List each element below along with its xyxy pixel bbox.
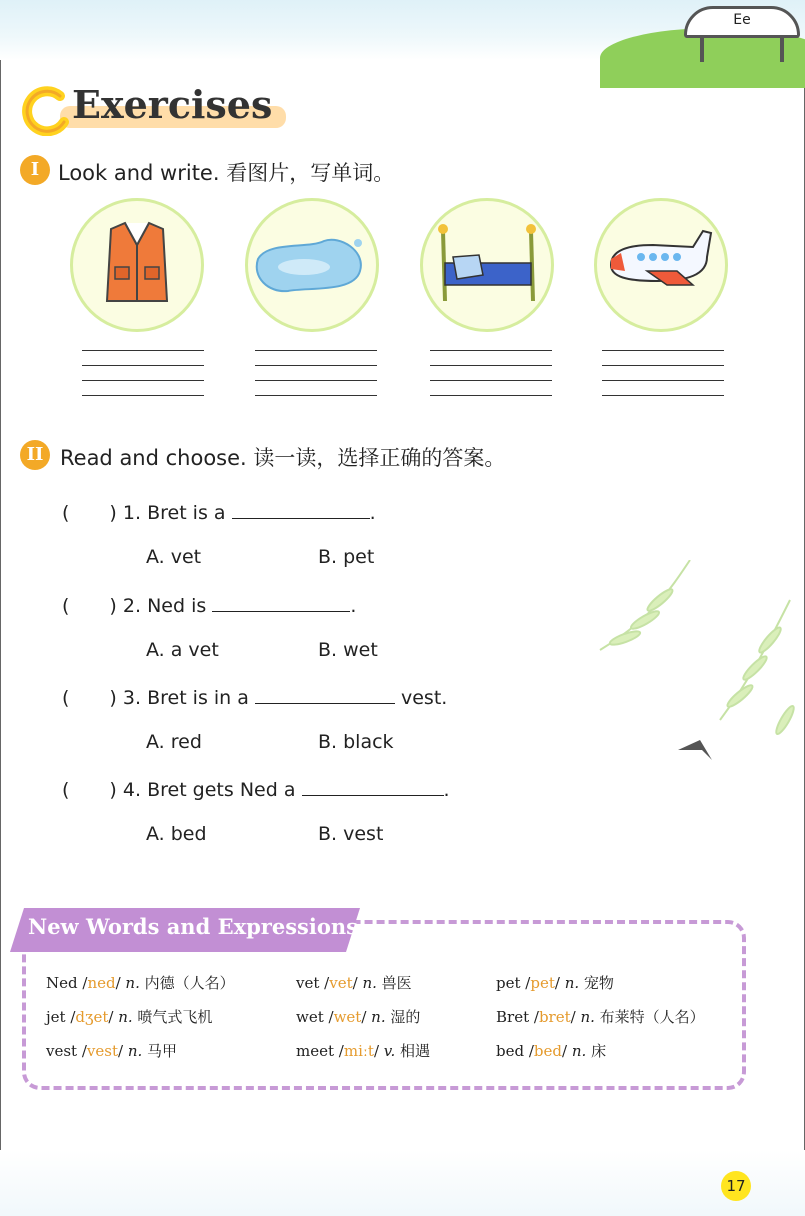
bed-icon <box>423 201 551 329</box>
option-b[interactable]: B. vest <box>318 823 384 845</box>
word-entry: pet /pet/ n. 宠物 <box>496 974 614 992</box>
answer-lines-4[interactable] <box>602 350 724 410</box>
airplane-icon <box>597 201 725 329</box>
question-number: 1. <box>122 502 142 524</box>
unit-sign <box>684 6 800 38</box>
option-b[interactable]: B. black <box>318 731 394 753</box>
section1-heading: Look and write. 看图片，写单词。 <box>58 161 395 185</box>
page-number: 17 <box>721 1171 751 1201</box>
picture-vest <box>70 198 204 332</box>
answer-paren-open[interactable]: ( <box>62 687 70 709</box>
word-entry: wet /wet/ n. 湿的 <box>296 1008 421 1026</box>
word-entry: jet /dʒet/ n. 喷气式飞机 <box>46 1008 213 1026</box>
answer-blank[interactable] <box>212 593 350 612</box>
option-a[interactable]: A. a vet <box>146 639 219 661</box>
new-words-title: New Words and Expressions <box>28 914 358 939</box>
word-entry: vet /vet/ n. 兽医 <box>296 974 412 992</box>
willow-branch-icon <box>590 560 800 790</box>
swallow-icon <box>678 740 712 760</box>
c-logo-icon <box>20 84 72 136</box>
question-2: ( ) 2. Ned is . <box>62 595 357 617</box>
question-text: Ned is <box>147 595 207 617</box>
page-title: Exercises <box>72 82 273 127</box>
vest-icon <box>73 201 201 329</box>
answer-paren-open[interactable]: ( <box>62 779 70 801</box>
picture-puddle <box>245 198 379 332</box>
word-entry: bed /bed/ n. 床 <box>496 1042 607 1060</box>
question-4: ( ) 4. Bret gets Ned a . <box>62 779 450 801</box>
question-text: Bret gets Ned a <box>147 779 296 801</box>
puddle-icon <box>248 201 376 329</box>
picture-airplane <box>594 198 728 332</box>
answer-blank[interactable] <box>232 500 370 519</box>
word-entry: Bret /bret/ n. 布莱特（人名） <box>496 1008 705 1026</box>
section2-heading: Read and choose. 读一读，选择正确的答案。 <box>60 446 506 470</box>
word-entry: vest /vest/ n. 马甲 <box>46 1042 178 1060</box>
question-number: 2. <box>122 595 142 617</box>
answer-blank[interactable] <box>255 685 395 704</box>
option-b[interactable]: B. wet <box>318 639 378 661</box>
option-b[interactable]: B. pet <box>318 546 375 568</box>
option-a[interactable]: A. bed <box>146 823 207 845</box>
answer-lines-2[interactable] <box>255 350 377 410</box>
question-text: Bret is in a <box>147 687 249 709</box>
word-entry: meet /miːt/ v. 相遇 <box>296 1042 431 1060</box>
option-a[interactable]: A. red <box>146 731 202 753</box>
answer-lines-1[interactable] <box>82 350 204 410</box>
bottom-decoration <box>0 1150 805 1216</box>
word-entry: Ned /ned/ n. 内德（人名） <box>46 974 235 992</box>
picture-bed <box>420 198 554 332</box>
question-text: Bret is a <box>147 502 226 524</box>
answer-paren-open[interactable]: ( <box>62 595 70 617</box>
answer-blank[interactable] <box>302 777 444 796</box>
question-number: 4. <box>122 779 142 801</box>
answer-paren-open[interactable]: ( <box>62 502 70 524</box>
question-number: 3. <box>122 687 142 709</box>
question-3: ( ) 3. Bret is in a vest. <box>62 687 448 709</box>
question-1: ( ) 1. Bret is a . <box>62 502 376 524</box>
option-a[interactable]: A. vet <box>146 546 202 568</box>
section2-number: II <box>20 440 50 470</box>
answer-lines-3[interactable] <box>430 350 552 410</box>
unit-sign-label: Ee <box>733 12 751 28</box>
section1-number: I <box>20 155 50 185</box>
